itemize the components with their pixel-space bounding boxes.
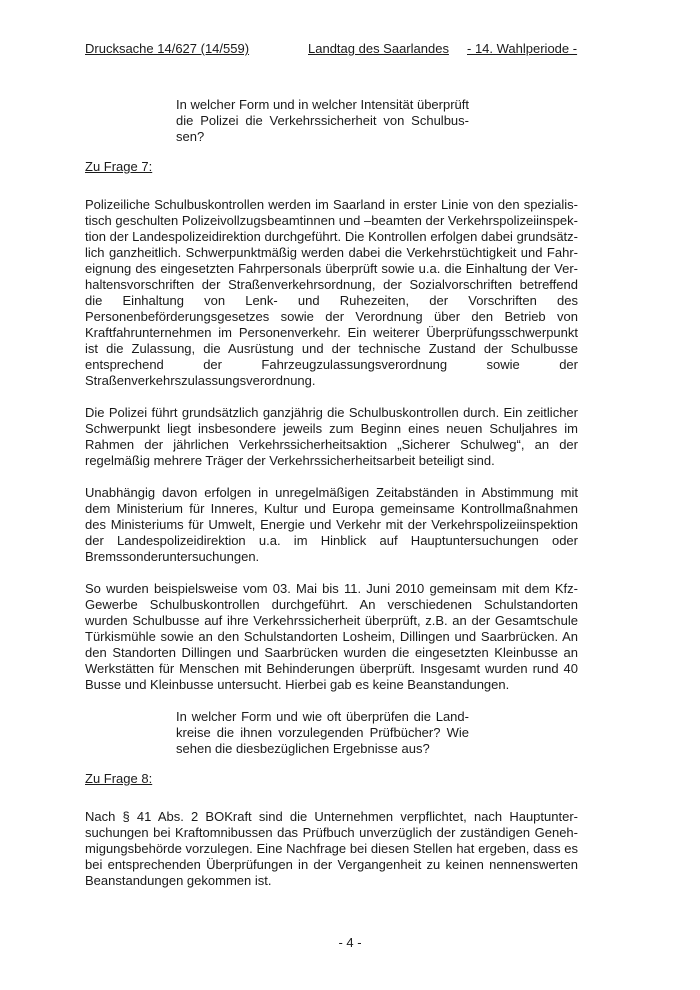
answer-7-paragraph: Polizeiliche Schulbuskontrollen werden im Saarland in erster Linie von den spezialistisch geschulten Polizeivollzugsbeamtinnen und –beamten der Verkehrspolizeiinspektion der Landespolizeidirektion durchgeführt. Die Kontrollen erfolgen dabei grundsätzlich ganzheitlich. Schwerpunktmäßig werden dabei die Verkehrstüchtigkeit und Fahreignung des eingesetzten Fahrpersonals überprüft sowie u.a. die Einhaltung der Verhaltensvorschriften der Straßenverkehrsordnung, der Sozialvorschriften betreffend die Einhaltung von Lenk- und Ruhezeiten, der Vorschriften des Personenbeförderungsgesetzes sowie der Verordnung über den Betrieb von Kraftfahrunternehmen im Personenverkehr. Ein weiterer Überprüfungsschwerpunkt ist die Zulassung, die Ausrüstung und der technische Zustand der Schulbusse entsprechend der Fahrzeugzulassungsverordnung sowie der Straßenverkehrszulassungsverordnung.	[85, 197, 578, 388]
page-number: - 4 -	[338, 935, 362, 950]
answer-7-heading: Zu Frage 7:	[85, 159, 153, 174]
header-parliament: Landtag des Saarlandes	[308, 41, 449, 56]
answer-7-paragraph: So wurden beispielsweise vom 03. Mai bis 11. Juni 2010 gemeinsam mit dem Kfz-Gewerbe Schulbuskontrollen durchgeführt. An verschiedenen Schulstandorten wurden Schulbusse auf ihre Verkehrssicherheit überprüft, z.B. an der Gesamtschule Türkismühle sowie an den Schulstandorten Losheim, Dillingen und Saarbrücken. An den Standorten Dillingen und Saarbrücken wurden die eingesetzten Kleinbusse an Werkstätten für Menschen mit Behinderungen überprüft. Insgesamt wurden rund 40 Busse und Kleinbusse untersucht. Hierbei gab es keine Beanstandungen.	[85, 581, 578, 692]
page-content	[85, 97, 578, 905]
answer-8-paragraph: Nach § 41 Abs. 2 BOKraft sind die Unternehmen verpflichtet, nach Hauptuntersuchungen bei Kraftomnibussen das Prüfbuch unverzüglich der zuständigen Genehmigungsbehörde vorzulegen. Eine Nachfrage bei diesen Stellen hat ergeben, dass es bei entsprechenden Überprüfungen in der Vergangenheit zu keinen nennenswerten Beanstandungen gekommen ist.	[85, 809, 578, 888]
question-7: In welcher Form und in welcher Intensität überprüft die Polizei die Verkehrssicherheit von Schulbussen?	[176, 97, 469, 144]
header-document-number: Drucksache 14/627 (14/559)	[85, 41, 250, 56]
answer-8-heading: Zu Frage 8:	[85, 771, 153, 786]
answer-7-paragraph: Unabhängig davon erfolgen in unregelmäßigen Zeitabständen in Abstimmung mit dem Ministerium für Inneres, Kultur und Europa gemeinsame Kontrollmaßnahmen des Ministeriums für Umwelt, Energie und Verkehr mit der Verkehrspolizeiinspektion der Landespolizeidirektion u.a. im Hinblick auf Hauptuntersuchungen oder Bremssonderuntersuchungen.	[85, 485, 578, 564]
header-legislative-period: - 14. Wahlperiode -	[467, 41, 578, 56]
answer-7-paragraph: Die Polizei führt grundsätzlich ganzjährig die Schulbuskontrollen durch. Ein zeitlicher Schwerpunkt liegt insbesondere jeweils zum Beginn eines neuen Schuljahres im Rahmen der jährlichen Verkehrssicherheitsaktion „Sicherer Schulweg“, an der regelmäßig mehrere Träger der Verkehrssicherheitsarbeit beteiligt sind.	[85, 405, 578, 468]
question-8: In welcher Form und wie oft überprüfen die Landkreise die ihnen vorzulegenden Prüfbücher? Wie sehen die diesbezüglichen Ergebnisse aus?	[176, 709, 469, 756]
